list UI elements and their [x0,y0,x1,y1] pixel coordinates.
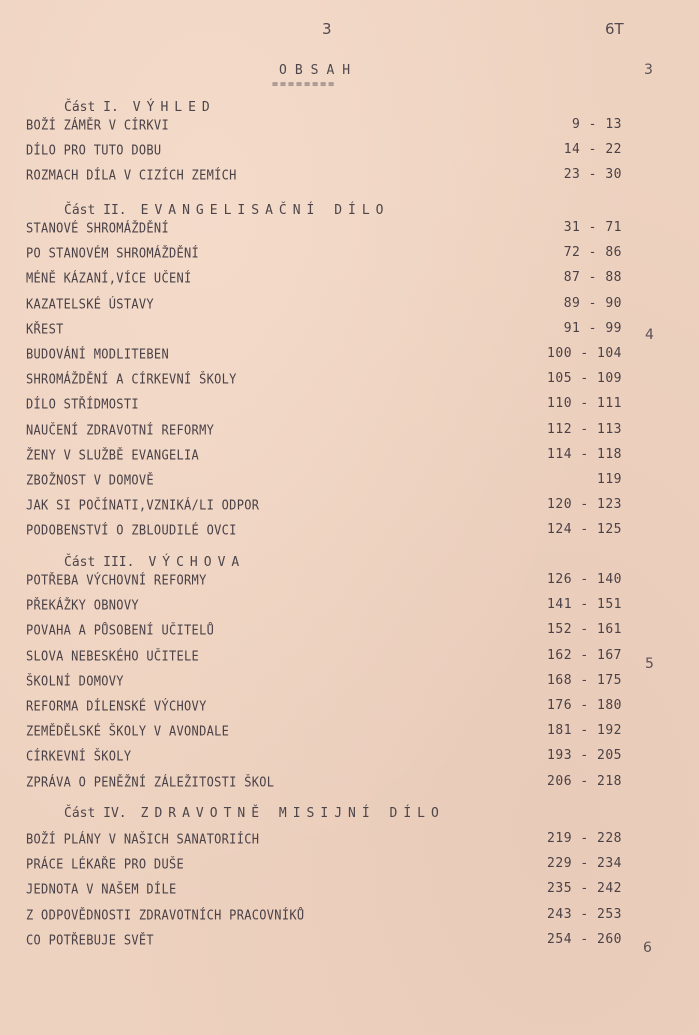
toc-entry-title: Z ODPOVĚDNOSTI ZDRAVOTNÍCH PRACOVNÍKŮ [26,906,305,923]
margin-number: 5 [645,656,654,672]
section-name: VÝCHOVA [148,555,246,570]
toc-entry-title: ŠKOLNÍ DOMOVY [26,673,124,689]
toc-entry-title: BOŽÍ PLÁNY V NAŠICH SANATORIÍCH [26,831,260,847]
toc-entry-pages: 141 - 151 [547,597,622,613]
toc-entry-title: MÉNĚ KÁZANÍ,VÍCE UČENÍ [26,270,192,287]
toc-entry-title: STANOVÉ SHROMÁŽDĚNÍ [26,220,169,236]
toc-entry-pages: 114 - 118 [547,446,622,462]
toc-entry-title: KAZATELSKÉ ÚSTAVY [26,295,154,312]
toc-entry-pages: 126 - 140 [547,572,622,587]
section-label: Část II. [64,203,127,218]
section-label: Část I. [64,100,119,115]
toc-entry-pages: 124 - 125 [547,522,622,538]
toc-entry-pages: 162 - 167 [547,647,622,663]
margin-number: 4 [645,327,654,343]
toc-entry-pages: 176 - 180 [547,698,622,713]
toc-entry-pages: 193 - 205 [547,748,622,764]
toc-entry-title: POVAHA A PŮSOBENÍ UČITELŮ [26,622,215,639]
toc-entry-title: CÍRKEVNÍ ŠKOLY [26,748,132,765]
toc-entry-pages: 105 - 109 [547,371,622,387]
toc-entry-pages: 254 - 260 [547,931,622,947]
toc-entry-pages: 229 - 234 [547,856,622,872]
heading-underline: ======== [272,79,337,90]
toc-entry-title: CO POTŘEBUJE SVĚT [26,932,154,948]
toc-entry-title: ŽENY V SLUŽBĚ EVANGELIA [26,447,200,463]
toc-entry-title: SLOVA NEBESKÉHO UČITELE [26,647,200,664]
toc-entry-title: DÍLO PRO TUTO DOBU [26,142,162,158]
toc-entry-pages: 219 - 228 [547,831,622,846]
toc-entry-title: NAUČENÍ ZDRAVOTNÍ REFORMY [26,421,215,438]
toc-entry-title: POTŘEBA VÝCHOVNÍ REFORMY [26,572,207,588]
toc-entry-title: PO STANOVÉM SHROMÁŽDĚNÍ [26,245,200,261]
toc-entry-pages: 100 - 104 [547,346,622,361]
toc-entry-pages: 112 - 113 [547,421,622,437]
toc-entry-pages: 9 - 13 [572,117,622,132]
toc-entry-title: ZPRÁVA O PENĚŽNÍ ZÁLEŽITOSTI ŠKOL [26,773,275,790]
toc-entry-pages: 23 - 30 [563,167,622,183]
toc-entry-pages: 119 [597,472,622,487]
toc-entry-title: SHROMÁŽDĚNÍ A CÍRKEVNÍ ŠKOLY [26,371,237,387]
toc-entry-pages: 110 - 111 [547,396,622,412]
section-label: Část III. [64,555,135,570]
toc-entry-pages: 31 - 71 [563,220,622,235]
toc-entry-pages: 120 - 123 [547,497,622,513]
margin-number: 6 [643,940,652,956]
toc-entry-title: PRÁCE LÉKAŘE PRO DUŠE [26,856,185,872]
toc-entry-title: ZBOŽNOST V DOMOVĚ [26,472,154,488]
toc-entry-title: JEDNOTA V NAŠEM DÍLE [26,881,177,898]
section-name: EVANGELISAČNÍ DÍLO [140,203,390,218]
section-label: Část IV. [64,806,127,821]
toc-entry-pages: 72 - 86 [563,245,622,261]
toc-entry-pages: 91 - 99 [563,320,622,336]
section-title [64,806,445,821]
section-title [64,100,216,115]
toc-entry-pages: 14 - 22 [563,142,622,158]
toc-entry-title: BUDOVÁNÍ MODLITEBEN [26,346,169,362]
section-title [64,203,390,218]
page-number-center: 3 [322,20,332,38]
toc-entry-pages: 89 - 90 [563,295,622,311]
toc-entry-title: PODOBENSTVÍ O ZBLOUDILÉ OVCI [26,522,237,539]
toc-entry-title: DÍLO STŘÍDMOSTI [26,396,139,413]
toc-entry-pages: 168 - 175 [547,672,622,688]
toc-entry-title: PŘEKÁŽKY OBNOVY [26,597,139,613]
toc-entry-pages: 243 - 253 [547,906,622,922]
toc-entry-title: ZEMĚDĚLSKÉ ŠKOLY V AVONDALE [26,723,230,739]
toc-entry-pages: 235 - 242 [547,881,622,897]
contents-heading: OBSAH [279,63,359,78]
toc-entry-title: JAK SI POČÍNATI,VZNIKÁ/LI ODPOR [26,497,260,513]
toc-entry-pages: 152 - 161 [547,622,622,638]
section-name: VÝHLED [132,100,216,115]
toc-entry-pages: 87 - 88 [563,270,622,286]
section-name: ZDRAVOTNĚ MISIJNÍ DÍLO [140,806,445,821]
toc-entry-title: ROZMACH DÍLA V CIZÍCH ZEMÍCH [26,167,237,184]
margin-number: 3 [644,62,653,78]
toc-entry-title: BOŽÍ ZÁMĚR V CÍRKVI [26,117,169,133]
toc-entry-title: KŘEST [26,321,64,337]
toc-entry-title: REFORMA DÍLENSKÉ VÝCHOVY [26,698,207,714]
page-number-right: 6T [605,20,624,38]
section-title [64,555,245,570]
toc-entry-pages: 181 - 192 [547,723,622,739]
toc-entry-pages: 206 - 218 [547,773,622,789]
